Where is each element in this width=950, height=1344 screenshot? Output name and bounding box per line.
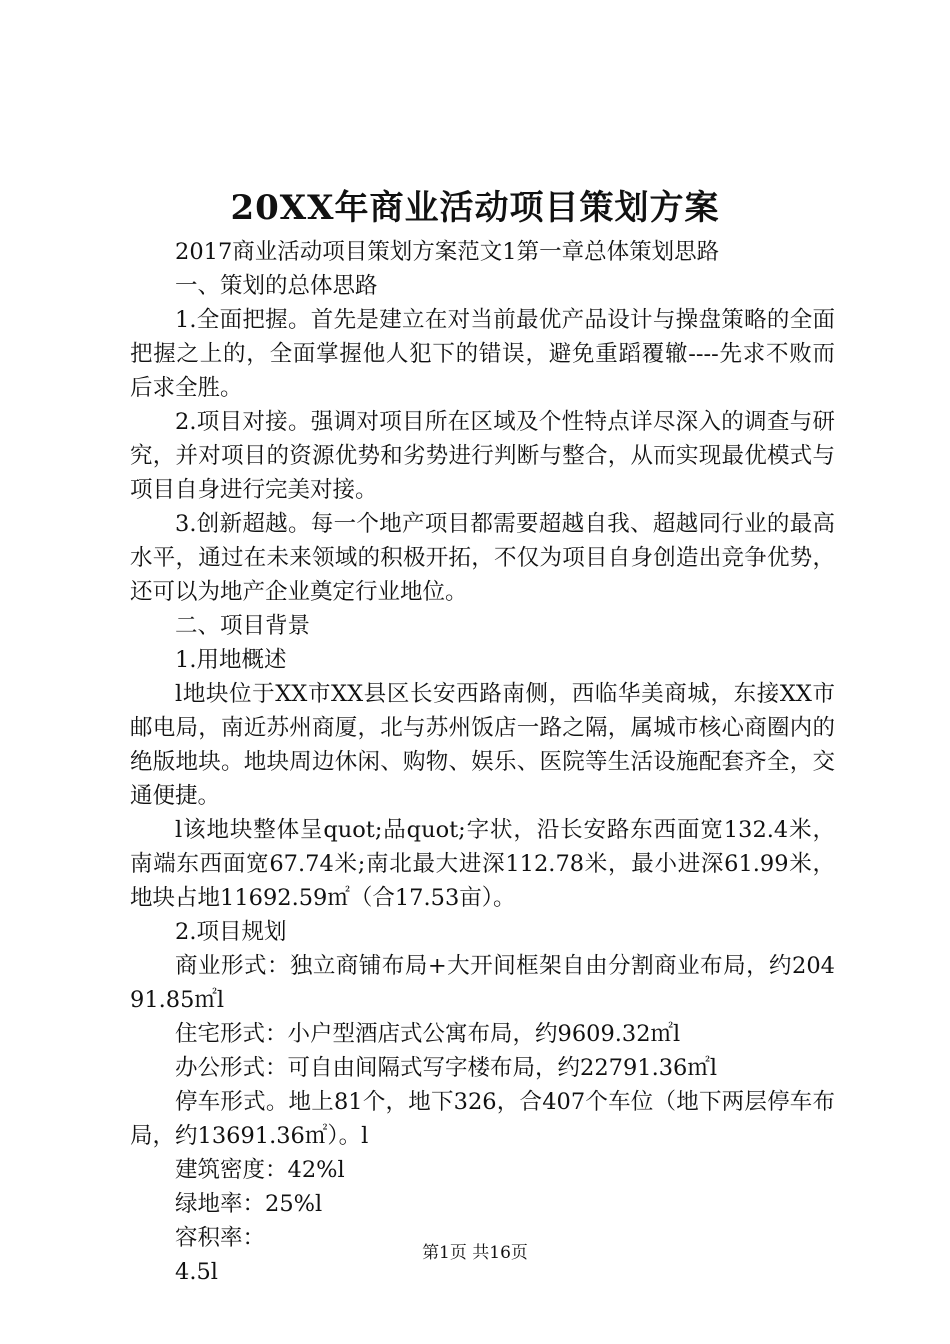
paragraph-commercial-form: 商业形式：独立商铺布局+大开间框架自由分割商业布局，约20491.85㎡l [130, 953, 835, 1013]
page-footer: 第1页 共16页 [422, 1243, 528, 1263]
paragraph-parking-form: 停车形式。地上81个，地下326，合407个车位（地下两层停车布局，约13691.36㎡）。l [130, 1089, 835, 1149]
paragraph-residential-form: 住宅形式：小户型酒店式公寓布局，约9609.32㎡l [175, 1021, 681, 1047]
document-body [130, 235, 835, 1289]
heading-land-overview: 1.用地概述 [175, 647, 287, 673]
paragraph-land-shape: l该地块整体呈quot;品quot;字状，沿长安路东西面宽132.4米，南端东西面宽67.74米;南北最大进深112.78米，最小进深61.99米，地块占地11692.59㎡（合17.53亩）。 [130, 817, 835, 911]
heading-project-background: 二、项目背景 [175, 613, 311, 639]
paragraph-green-rate: 绿地率：25%l [175, 1191, 323, 1217]
paragraph-intro: 2017商业活动项目策划方案范文1第一章总体策划思路 [175, 239, 720, 265]
paragraph-project-docking: 2.项目对接。强调对项目所在区域及个性特点详尽深入的调查与研究，并对项目的资源优势和劣势进行判断与整合，从而实现最优模式与项目自身进行完美对接。 [130, 409, 835, 503]
paragraph-innovation: 3.创新超越。每一个地产项目都需要超越自我、超越同行业的最高水平，通过在未来领域的积极开拓，不仅为项目自身创造出竞争优势，还可以为地产企业奠定行业地位。 [130, 511, 835, 605]
heading-overall-ideas: 一、策划的总体思路 [175, 273, 378, 299]
paragraph-land-location: l地块位于XX市XX县区长安西路南侧，西临华美商城，东接XX市邮电局，南近苏州商厦，北与苏州饭店一路之隔，属城市核心商圈内的绝版地块。地块周边休闲、购物、娱乐、医院等生活设施配套齐全，交通便捷。 [130, 681, 835, 809]
paragraph-plot-ratio-value: 4.5l [175, 1259, 218, 1285]
paragraph-building-density: 建筑密度：42%l [175, 1157, 345, 1183]
heading-project-planning: 2.项目规划 [175, 919, 287, 945]
paragraph-plot-ratio-label: 容积率： [175, 1225, 266, 1251]
document-title: 20XX年商业活动项目策划方案 [230, 188, 720, 228]
paragraph-office-form: 办公形式：可自由间隔式写字楼布局，约22791.36㎡l [175, 1055, 718, 1081]
paragraph-full-grasp: 1.全面把握。首先是建立在对当前最优产品设计与操盘策略的全面把握之上的，全面掌握他人犯下的错误，避免重蹈覆辙----先求不败而后求全胜。 [130, 307, 835, 401]
